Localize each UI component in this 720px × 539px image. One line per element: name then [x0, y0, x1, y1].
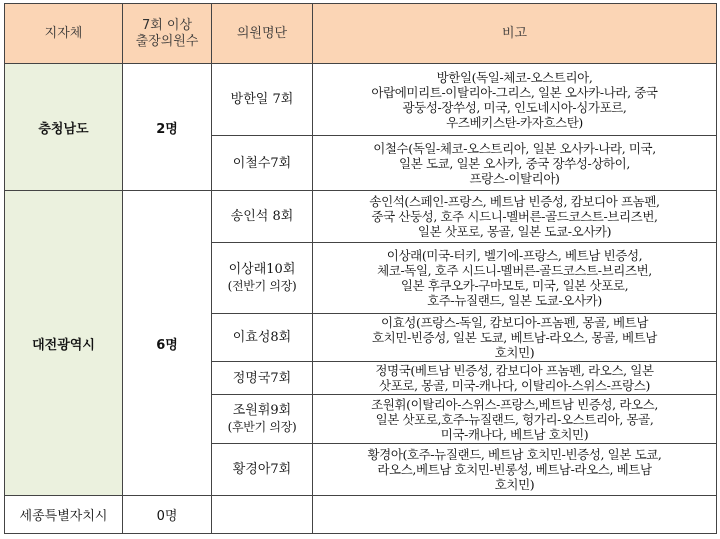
- remark-line: 프랑스-이탈리아): [469, 170, 560, 186]
- remark-cell: [313, 243, 717, 314]
- remark-line: 우즈베키스탄-카자흐스탄): [446, 114, 583, 130]
- remark-line: 이효성(프랑스-독일, 캄보디아-프놈펜, 몽골, 베트남: [380, 315, 649, 330]
- count-cell: 2명: [123, 64, 212, 191]
- remark-line: 아랍에미리트-이탈리아-그리스, 일본 오사카-나라, 중국: [371, 84, 658, 100]
- remark-line: 조원휘(이탈리아-스위스-프랑스,베트남 빈증성, 라오스,: [371, 396, 658, 412]
- remark-line: 이상래(미국-터키, 벨기에-프랑스, 베트남 빈증성,: [386, 248, 643, 263]
- member-name: 송인석 8회: [212, 191, 313, 243]
- remark-line: 황경아(호주-뉴질랜드, 베트남 호치민-빈증성, 일본 도쿄,: [367, 447, 662, 462]
- member-name-text: 이상래10회: [228, 262, 296, 277]
- overseas-trip-table: [4, 3, 717, 534]
- remark-cell: [313, 395, 717, 444]
- member-name: 이효성8회: [212, 314, 313, 362]
- remark-line: 체코-독일, 호주 시드니-멜버른-골드코스트-브리즈번,: [377, 263, 652, 278]
- region-cell: 충청남도: [5, 64, 123, 191]
- table-row: [5, 191, 717, 243]
- remark-line: 라오스,베트남 호치민-빈롱성, 베트남-라오스, 베트남: [377, 462, 652, 477]
- header-row: [5, 4, 717, 64]
- member-name: 이철수7회: [212, 136, 313, 191]
- region-cell: 대전광역시: [5, 191, 123, 496]
- remark-line: 호치민): [494, 477, 535, 492]
- remark-line: 일본 삿포로, 몽골, 일본 도쿄-오사카): [417, 224, 612, 239]
- remark-line: 호치민): [494, 345, 535, 360]
- member-name: 정명국7회: [212, 362, 313, 395]
- remark-line: 호치민-빈증성, 일본 도쿄, 베트남-라오스, 몽골, 베트남: [372, 330, 657, 345]
- remark-line: 호주-뉴질랜드, 일본 도쿄-오사카): [427, 293, 602, 308]
- remark-cell: [313, 496, 717, 534]
- remark-line: 송인석(스페인-프랑스, 베트남 빈증성, 캄보디아 프놈펜,: [369, 194, 660, 209]
- member-role-note: (전반기 의장): [227, 279, 297, 293]
- remark-line: 중국 산둥성, 호주 시드니-멜버른-골드코스트-브리즈번,: [371, 209, 658, 224]
- remark-cell: [313, 362, 717, 395]
- header-remarks: 비고: [313, 4, 717, 64]
- remark-line: 방한일(독일-체코-오스트리아,: [436, 69, 593, 85]
- header-members: 의원명단: [212, 4, 313, 64]
- region-cell: 세종특별자치시: [5, 496, 123, 534]
- header-count-line1: 7회 이상: [141, 17, 193, 33]
- remark-cell: [313, 64, 717, 136]
- remark-cell: [313, 136, 717, 191]
- member-name: [212, 243, 313, 314]
- member-role-note: (후반기 의장): [227, 420, 297, 434]
- remark-line: 광둥성-장쑤성, 미국, 인도네시아-싱가포르,: [402, 99, 627, 115]
- member-name-text: 조원휘9회: [232, 403, 292, 418]
- table-row: [5, 64, 717, 136]
- remark-line: 일본 후쿠오카-구마모토, 미국, 일본 삿포로,: [400, 278, 629, 293]
- member-name: [212, 496, 313, 534]
- remark-cell: [313, 444, 717, 496]
- remark-line: 정명국(베트남 빈증성, 캄보디아 프놈펜, 라오스, 일본: [375, 363, 654, 378]
- remark-cell: [313, 191, 717, 243]
- remark-line: 일본 도쿄, 일본 오사카, 중국 장쑤성-상하이,: [399, 155, 630, 171]
- remark-line: 삿포로, 몽골, 미국-캐나다, 이탈리아-스위스-프랑스): [379, 378, 650, 393]
- count-cell: 0명: [123, 496, 212, 534]
- remark-cell: [313, 314, 717, 362]
- remark-line: 이철수(독일-체코-오스트리아, 일본 오사카-나라, 미국,: [373, 140, 656, 156]
- table-row: [5, 496, 717, 534]
- member-name: 황경아7회: [212, 444, 313, 496]
- remark-line: 일본 삿포로,호주-뉴질랜드, 헝가리-오스트리아, 몽골,: [375, 411, 654, 427]
- remark-line: 미국-캐나다, 베트남 호치민): [440, 426, 589, 442]
- member-name: 방한일 7회: [212, 64, 313, 136]
- header-count: [123, 4, 212, 64]
- header-region: 지자체: [5, 4, 123, 64]
- header-count-line2: 출장의원수: [135, 33, 199, 49]
- count-cell: 6명: [123, 191, 212, 496]
- member-name: [212, 395, 313, 444]
